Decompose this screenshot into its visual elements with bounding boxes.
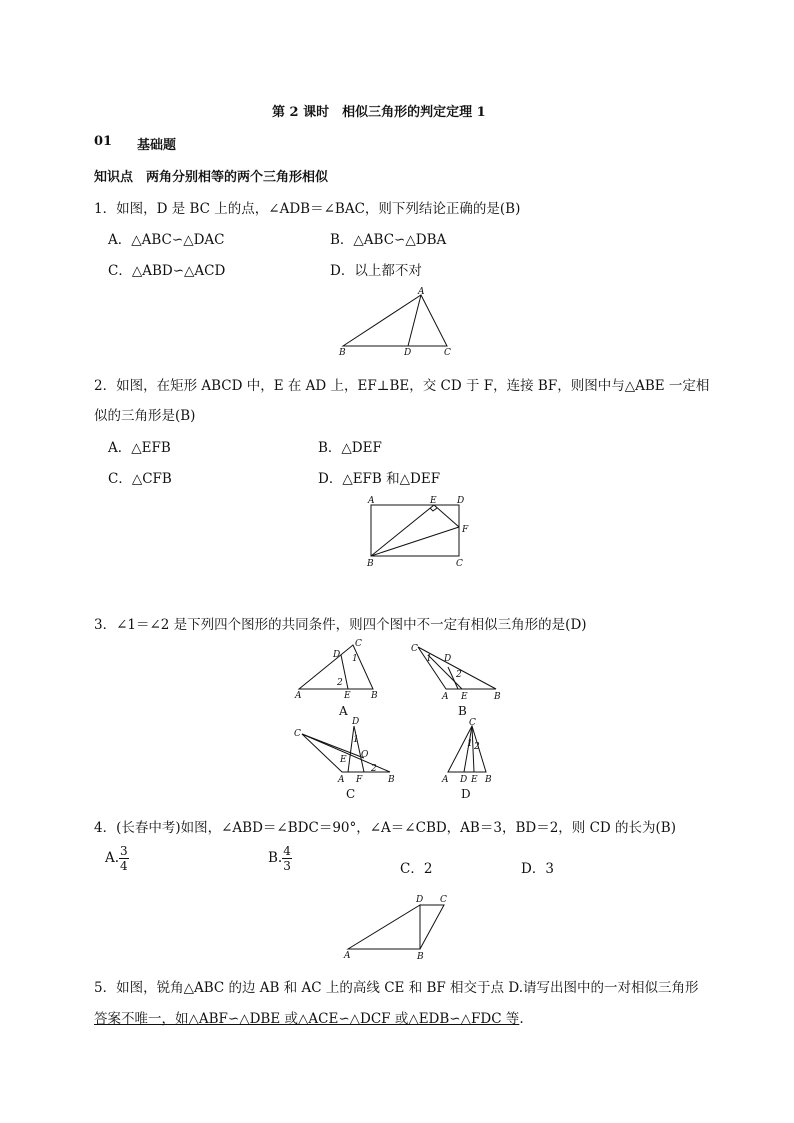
q4-label-a: A xyxy=(344,951,351,961)
q4-label-c: C xyxy=(440,895,447,905)
q2-figure xyxy=(362,493,477,573)
q1-label-c: C xyxy=(444,348,451,358)
q3b-label-1: 1 xyxy=(426,654,432,664)
q4-label-b: B xyxy=(417,952,424,962)
q2-rectangle-abcd xyxy=(371,505,459,556)
q3c-caption: C xyxy=(346,787,356,801)
q4-option-c: C．2 xyxy=(400,861,433,877)
q4-option-a-den: 4 xyxy=(120,859,128,873)
q3a-label-b: B xyxy=(371,691,378,701)
q3d-triangle xyxy=(448,726,486,772)
q3a-label-d: D xyxy=(333,650,341,660)
q4-option-a-fraction xyxy=(119,845,129,872)
q4-option-b-prefix: B. xyxy=(268,850,283,866)
q3-stem: 3．∠1＝∠2 是下列四个图形的共同条件，则四个图中不一定有相似三角形的是(D) xyxy=(94,617,587,633)
q3-figure-d xyxy=(436,716,501,802)
q3c-label-b: B xyxy=(388,775,395,785)
q1-label-b: B xyxy=(339,348,346,358)
q4-option-a-prefix: A. xyxy=(105,850,120,866)
q1-label-a: A xyxy=(418,287,425,297)
q3c-label-2: 2 xyxy=(371,764,377,774)
q3a-label-c: C xyxy=(355,639,362,649)
q3c-label-1: 1 xyxy=(353,735,359,745)
q2-label-c: C xyxy=(456,559,463,569)
q3c-triangle xyxy=(302,734,390,772)
q2-label-f: F xyxy=(462,525,469,535)
q2-stem-line1: 2．如图，在矩形 ABCD 中，E 在 AD 上，EF⊥BE，交 CD 于 F，连接 BF，则图中与△ABE 一定相 xyxy=(94,378,710,394)
q4-option-a xyxy=(105,845,129,872)
q4-stem: 4．(长春中考)如图，∠ABD＝∠BDC＝90°，∠A＝∠CBD，AB＝3，BD＝2，则 CD 的长为(B) xyxy=(94,820,676,836)
q5-answer: 答案不唯一，如△ABF∽△DBE 或△ACE∽△DCF 或△EDB∽△FDC 等 xyxy=(94,1011,520,1027)
q3c-label-a: A xyxy=(338,775,345,785)
q3b-label-b: B xyxy=(494,692,501,702)
q3d-label-a: A xyxy=(442,775,449,785)
q2-right-angle-mark xyxy=(430,508,437,511)
q1-stem: 1．如图，D 是 BC 上的点，∠ADB＝∠BAC，则下列结论正确的是(B) xyxy=(94,201,521,217)
q3b-label-a: A xyxy=(442,692,449,702)
q2-segment-ef xyxy=(434,505,459,527)
q2-segment-be xyxy=(371,505,434,556)
q4-label-d: D xyxy=(416,895,424,905)
q1-option-b: B．△ABC∽△DBA xyxy=(330,232,447,248)
q2-option-a: A．△EFB xyxy=(108,440,171,456)
q1-option-c: C．△ABD∽△ACD xyxy=(108,263,226,279)
q3-figure-c xyxy=(290,716,400,802)
q1-option-d: D．以上都不对 xyxy=(330,263,422,279)
q3a-caption: A xyxy=(339,704,348,718)
q2-stem-line2: 似的三角形是(B) xyxy=(94,408,196,424)
q3d-label-d: D xyxy=(460,775,468,785)
q3b-label-d: D xyxy=(444,654,452,664)
q2-label-d: D xyxy=(457,496,465,506)
q3c-segment-d xyxy=(354,726,364,772)
q3c-segment-df xyxy=(348,726,354,772)
q3c-label-e: E xyxy=(340,755,347,765)
q1-triangle-abc xyxy=(343,295,447,346)
q2-option-c: C．△CFB xyxy=(108,471,172,487)
q3b-label-c: C xyxy=(411,644,418,654)
q3a-label-1: 1 xyxy=(352,654,358,664)
q3a-label-e: E xyxy=(344,691,351,701)
q4-option-b-fraction xyxy=(282,845,292,872)
q2-option-d: D．△EFB 和△DEF xyxy=(318,471,441,487)
q3c-label-c: C xyxy=(294,729,301,739)
page-title: 第 2 课时 相似三角形的判定定理 1 xyxy=(272,105,486,120)
q3d-label-1: 1 xyxy=(467,739,473,749)
q3b-caption: B xyxy=(458,704,467,718)
q4-triangle-abd xyxy=(348,905,420,949)
q2-label-e: E xyxy=(430,496,437,506)
q1-label-d: D xyxy=(404,348,412,358)
q3c-label-d: D xyxy=(352,717,360,727)
q4-option-a-num: 3 xyxy=(120,844,128,858)
q3c-label-f: F xyxy=(356,775,363,785)
q3-figure-a xyxy=(293,637,383,719)
q3d-label-2: 2 xyxy=(474,742,480,752)
q5-stem: 5．如图，锐角△ABC 的边 AB 和 AC 上的高线 CE 和 BF 相交于点 D.请写出图中的一对相似三角形 xyxy=(94,980,699,996)
q2-option-b: B．△DEF xyxy=(318,440,382,456)
q1-figure xyxy=(335,285,465,360)
q3d-caption: D xyxy=(461,787,471,801)
section-name: 基础题 xyxy=(137,138,177,153)
section-number: 01 xyxy=(94,134,113,149)
q3b-label-2: 2 xyxy=(456,670,462,680)
knowledge-point-heading: 知识点 两角分别相等的两个三角形相似 xyxy=(94,170,329,185)
q3d-label-c: C xyxy=(469,718,476,728)
q4-option-b xyxy=(268,845,292,872)
q3-figure-b xyxy=(406,637,506,719)
q4-option-d: D．3 xyxy=(521,861,554,877)
q2-label-b: B xyxy=(367,559,374,569)
q1-option-a: A．△ABC∽△DAC xyxy=(108,232,225,248)
q3d-label-b: B xyxy=(485,775,492,785)
q3a-label-a: A xyxy=(295,691,302,701)
q4-triangle-bdc xyxy=(420,905,444,949)
q5-answer-end: . xyxy=(519,1011,524,1027)
q3c-label-o: O xyxy=(361,750,369,760)
q4-option-b-den: 3 xyxy=(283,859,291,873)
q2-label-a: A xyxy=(368,496,375,506)
q3d-label-e: E xyxy=(471,775,478,785)
q5-answer-line xyxy=(94,1007,524,1027)
q3b-label-e: E xyxy=(461,692,468,702)
q4-option-b-num: 4 xyxy=(283,844,291,858)
q4-figure xyxy=(340,891,455,966)
q3a-label-2: 2 xyxy=(337,678,343,688)
q2-segment-bf xyxy=(371,527,459,556)
